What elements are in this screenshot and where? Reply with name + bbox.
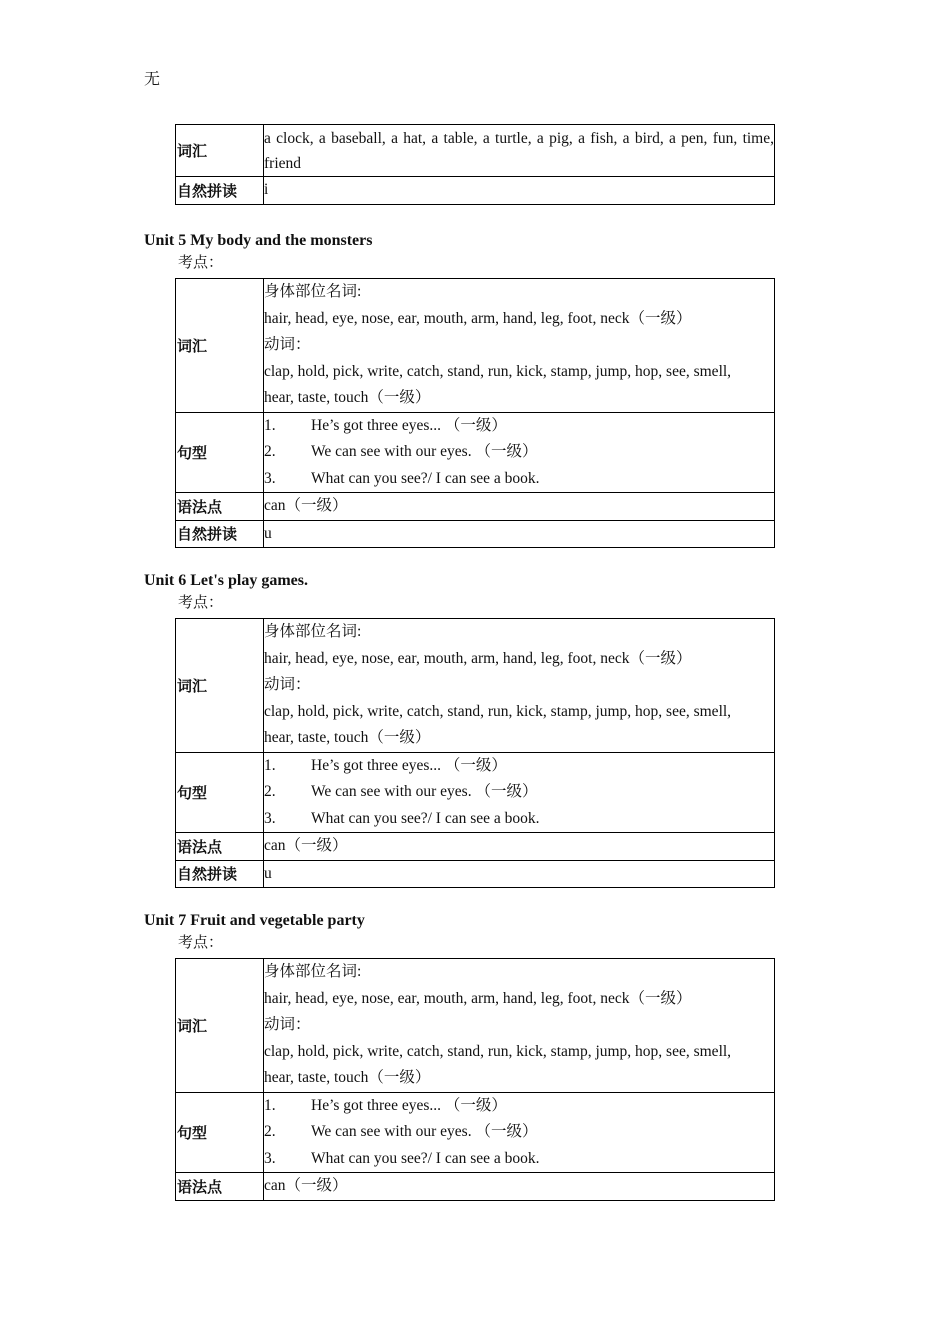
pattern-text: We can see with our eyes. （一级）	[311, 783, 538, 800]
pattern-num: 3.	[264, 1149, 276, 1167]
unit-title: Unit 5 My body and the monsters	[144, 232, 373, 249]
vocab-line: clap, hold, pick, write, catch, stand, run, kick, stamp, jump, hop, see, smell,	[264, 362, 732, 380]
unit7-table	[175, 958, 775, 1201]
pattern-num: 2.	[264, 443, 276, 460]
vocab-content	[264, 619, 775, 753]
grammar-content: can（一级）	[264, 493, 775, 521]
pattern-text: What can you see?/ I can see a book.	[311, 469, 540, 487]
pattern-row	[176, 752, 775, 833]
vocab-row	[176, 125, 775, 177]
grammar-row	[176, 1173, 775, 1201]
pattern-text: He’s got three eyes... （一级）	[311, 756, 507, 774]
phonics-content: u	[264, 520, 775, 548]
vocab-content	[264, 959, 775, 1093]
unit5-table	[175, 278, 775, 548]
grammar-content: can（一级）	[264, 833, 775, 861]
vocab-label: 词汇	[176, 125, 264, 177]
pattern-num: 2.	[264, 1123, 276, 1140]
phonics-row	[176, 177, 775, 205]
vocab-line: clap, hold, pick, write, catch, stand, run, kick, stamp, jump, hop, see, smell,	[264, 1042, 732, 1060]
pattern-row	[176, 412, 775, 493]
pattern-text: We can see with our eyes. （一级）	[311, 1123, 538, 1140]
phonics-label: 自然拼读	[176, 860, 264, 888]
vocab-label: 词汇	[176, 279, 264, 413]
phonics-label: 自然拼读	[176, 520, 264, 548]
vocab-line: clap, hold, pick, write, catch, stand, run, kick, stamp, jump, hop, see, smell,	[264, 702, 732, 720]
vocab-line: 身体部位名词:	[264, 283, 362, 300]
vocab-label: 词汇	[176, 959, 264, 1093]
vocab-line: hair, head, eye, nose, ear, mouth, arm, hand, leg, foot, neck（一级）	[264, 989, 692, 1007]
pattern-label: 句型	[176, 752, 264, 833]
phonics-row	[176, 520, 775, 548]
pattern-text: We can see with our eyes. （一级）	[311, 443, 538, 460]
pattern-label: 句型	[176, 1092, 264, 1173]
vocab-line: hear, taste, touch（一级）	[264, 729, 431, 746]
vocab-line: hear, taste, touch（一级）	[264, 389, 431, 406]
pattern-num: 2.	[264, 783, 276, 800]
pattern-num: 1.	[264, 416, 276, 434]
pattern-item	[264, 1146, 774, 1173]
unit4-table	[175, 124, 775, 205]
unit-title: Unit 7 Fruit and vegetable party	[144, 912, 365, 929]
pattern-text: What can you see?/ I can see a book.	[311, 809, 540, 827]
phonics-content: i	[264, 177, 775, 205]
pattern-num: 3.	[264, 809, 276, 827]
pattern-item	[264, 753, 774, 780]
vocab-line: hear, taste, touch（一级）	[264, 1069, 431, 1086]
vocab-row	[176, 959, 775, 1093]
vocab-line: 动词：	[264, 1016, 311, 1033]
vocab-content: a clock, a baseball, a hat, a table, a turtle, a pig, a fish, a bird, a pen, fun, time, friend	[264, 125, 775, 177]
grammar-row	[176, 833, 775, 861]
unit7-header	[144, 909, 784, 953]
pattern-text: What can you see?/ I can see a book.	[311, 1149, 540, 1167]
pattern-content	[264, 752, 775, 833]
pattern-item	[264, 779, 774, 806]
pattern-item	[264, 806, 774, 833]
pattern-text: He’s got three eyes... （一级）	[311, 1096, 507, 1114]
kaodian-label: 考点：	[178, 255, 224, 271]
phonics-label: 自然拼读	[176, 177, 264, 205]
unit5-header	[144, 229, 784, 273]
pattern-label: 句型	[176, 412, 264, 493]
kaodian-label: 考点：	[178, 595, 224, 611]
unit6-table	[175, 618, 775, 888]
pattern-row	[176, 1092, 775, 1173]
pattern-content	[264, 412, 775, 493]
vocab-content	[264, 279, 775, 413]
unit6-header	[144, 569, 784, 613]
pattern-num: 3.	[264, 469, 276, 487]
grammar-label: 语法点	[176, 1173, 264, 1201]
vocab-line: hair, head, eye, nose, ear, mouth, arm, hand, leg, foot, neck（一级）	[264, 309, 692, 327]
pattern-content	[264, 1092, 775, 1173]
kaodian-label: 考点：	[178, 935, 224, 951]
phonics-content: u	[264, 860, 775, 888]
pattern-item	[264, 413, 774, 440]
vocab-line: 身体部位名词:	[264, 963, 362, 980]
grammar-content: can（一级）	[264, 1173, 775, 1201]
phonics-row	[176, 860, 775, 888]
unit-title: Unit 6 Let's play games.	[144, 572, 308, 589]
grammar-label: 语法点	[176, 833, 264, 861]
grammar-label: 语法点	[176, 493, 264, 521]
pattern-item	[264, 466, 774, 493]
pattern-text: He’s got three eyes... （一级）	[311, 416, 507, 434]
pattern-item	[264, 439, 774, 466]
pattern-item	[264, 1093, 774, 1120]
vocab-label: 词汇	[176, 619, 264, 753]
vocab-line: 动词：	[264, 336, 311, 353]
pattern-num: 1.	[264, 756, 276, 774]
vocab-line: 身体部位名词:	[264, 623, 362, 640]
vocab-line: hair, head, eye, nose, ear, mouth, arm, hand, leg, foot, neck（一级）	[264, 649, 692, 667]
pattern-num: 1.	[264, 1096, 276, 1114]
pattern-item	[264, 1119, 774, 1146]
grammar-row	[176, 493, 775, 521]
vocab-row	[176, 619, 775, 753]
top-note: 无	[144, 71, 161, 88]
vocab-line: 动词：	[264, 676, 311, 693]
vocab-row	[176, 279, 775, 413]
